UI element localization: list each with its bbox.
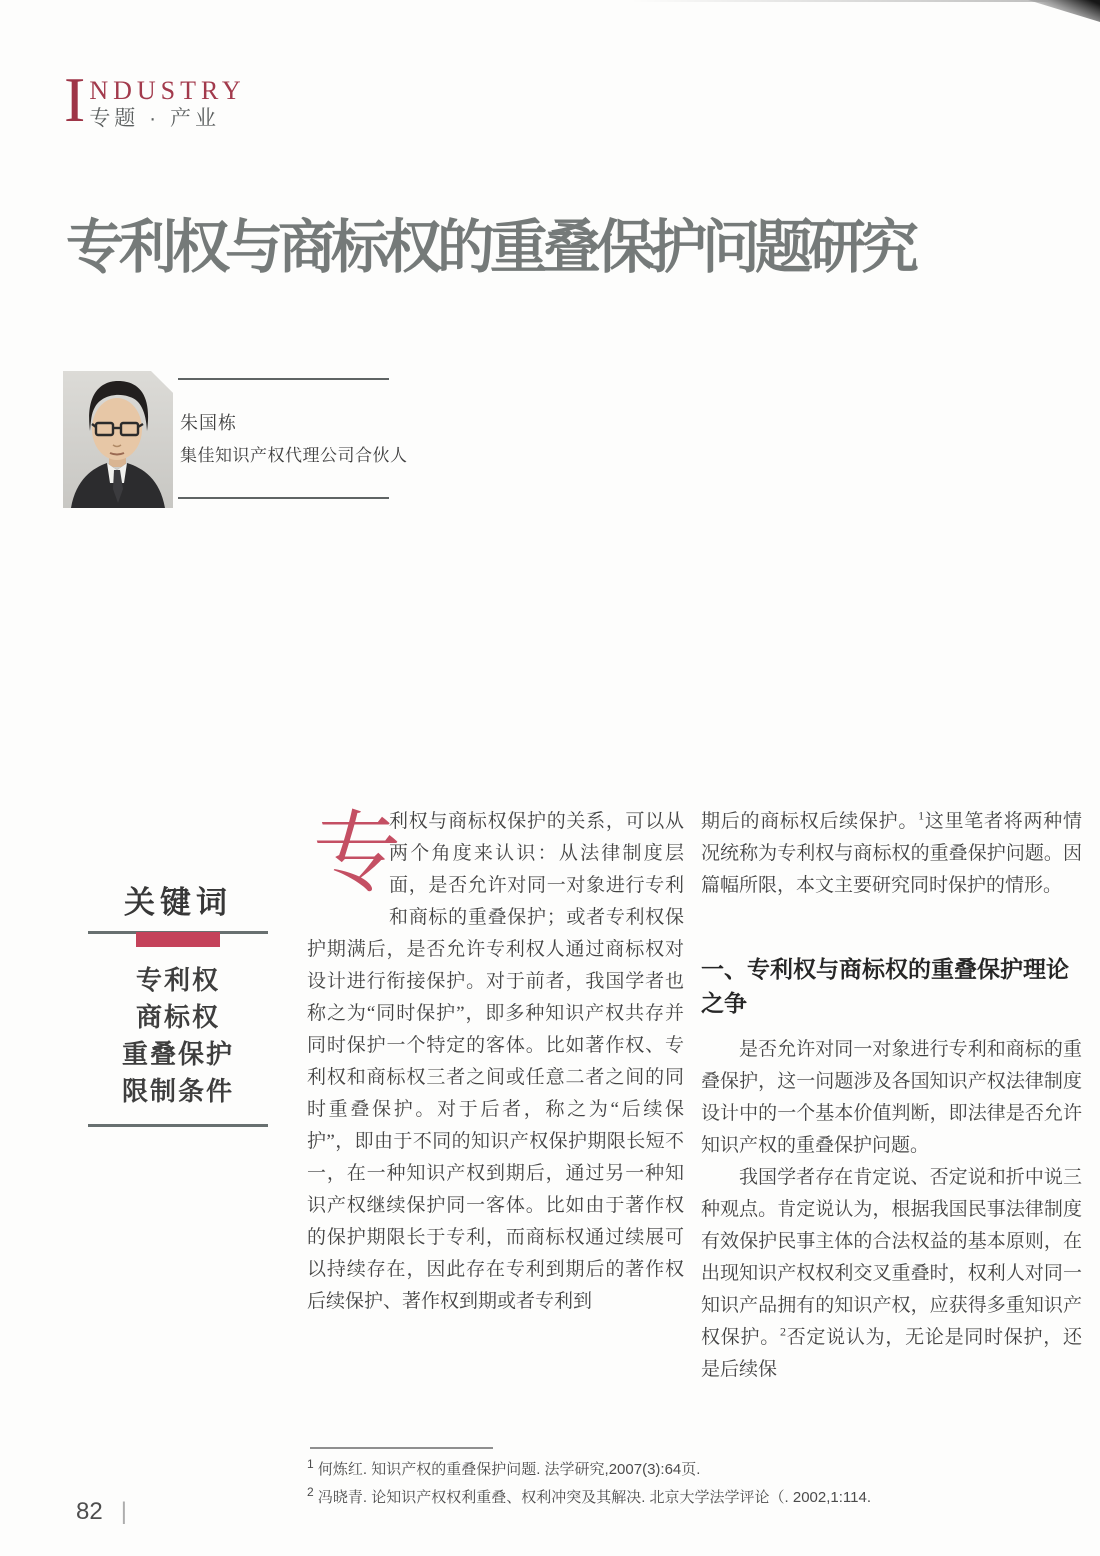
keyword-item: 限制条件 (121, 1077, 234, 1106)
footnote-ref-1: 1 (918, 808, 925, 823)
section-heading: 一、专利权与商标权的重叠保护理论之争 (701, 956, 1069, 1016)
footnote (307, 1484, 907, 1512)
body-text: 否定说认为，无论是同时保护，还是后续保 (701, 1327, 1082, 1380)
paragraph: 是否允许对同一对象进行专利和商标的重叠保护，这一问题涉及各国知识产权法律制度设计中的一个基本价值判断，即法律是否允许知识产权的重叠保护问题。 (701, 1039, 1082, 1156)
footnote-text: 何炼红. 知识产权的重叠保护问题. 法学研究,2007(3):64页. (317, 1461, 701, 1478)
footnotes (307, 1456, 907, 1512)
author-affiliation: 集佳知识产权代理公司合伙人 (180, 446, 408, 465)
footnote-text: 冯晓青. 论知识产权权利重叠、权利冲突及其解决. 北京大学法学评论（. 2002,1:114. (317, 1489, 871, 1506)
keyword-item: 专利权 (135, 966, 220, 995)
section-header-text (89, 78, 245, 131)
footnote-marker: 2 (307, 1485, 314, 1499)
body-text: 期后的商标权后续保护。 (701, 811, 919, 832)
keyword-item: 商标权 (135, 1003, 220, 1032)
page-number-divider: | (120, 1498, 127, 1525)
footnote (307, 1456, 907, 1484)
body-text: 我国学者存在肯定说、否定说和折中说三种观点。肯定说认为，根据我国民事法律制度有效保护民事主体的合法权益的基本原则，在出现知识产权权利交叉重叠时，权利人对同一知识产品拥有的知识产权，应获得多重知识产权保护。 (701, 1167, 1082, 1348)
article-column-right (701, 806, 1082, 1386)
body-text: 利权与商标权保护的关系，可以从两个角度来认识：从法律制度层面，是否允许对同一对象进行专利和商标的重叠保护；或者专利权保护期满后，是否允许专利权人通过商标权对设计进行衔接保护。对于前者，我国学者也称之为“同时保护”，即多种知识产权共存并同时保护一个特定的客体。比如著作权、专利权和商标权三者之间或任意二者之间的同时重叠保护。对于后者，称之为“后续保护”，即由于不同的知识产权保护期限长短不一，在一种知识产权到期后，通过另一种知识产权继续保护同一客体。比如由于著作权的保护期限长于专利，而商标权通过续展可以持续存在，因此存在专利到期后的著作权后续保护、著作权到期或者专利到 (307, 811, 684, 1312)
footnote-ref-2: 2 (779, 1324, 786, 1339)
page-number (76, 1498, 127, 1526)
section-subtitle: 专题 · 产业 (89, 107, 220, 130)
author-divider-bottom (178, 497, 389, 499)
author-name: 朱国栋 (180, 413, 237, 433)
footnote-divider (310, 1447, 493, 1449)
section-header (64, 64, 246, 135)
keywords-box (88, 882, 268, 1127)
keywords-divider-top (88, 931, 268, 934)
article-column-left (307, 806, 684, 1318)
article-title: 专利权与商标权的重叠保护问题研究 (66, 215, 915, 280)
author-portrait-illustration (63, 371, 173, 508)
dropcap: 专 (313, 806, 402, 903)
paragraph (701, 1162, 1082, 1386)
footnote-marker: 1 (307, 1457, 314, 1471)
keyword-item: 重叠保护 (121, 1040, 234, 1069)
paragraph (701, 806, 1082, 902)
industry-initial: I (64, 64, 86, 135)
author-divider-top (178, 378, 389, 380)
author-photo (63, 371, 173, 508)
scan-artifact-corner (1028, 0, 1100, 22)
page-number-value: 82 (76, 1498, 103, 1525)
keywords-divider-bottom (88, 1124, 268, 1127)
body-text: 这里笔者将两种情况统称为专利权与商标权的重叠保护问题。因篇幅所限，本文主要研究同时保护的情形。 (701, 811, 1082, 896)
keywords-list (88, 962, 268, 1110)
red-accent-bar (136, 932, 220, 947)
industry-word: NDUSTRY (89, 76, 246, 105)
keywords-heading: 关键词 (124, 885, 232, 920)
